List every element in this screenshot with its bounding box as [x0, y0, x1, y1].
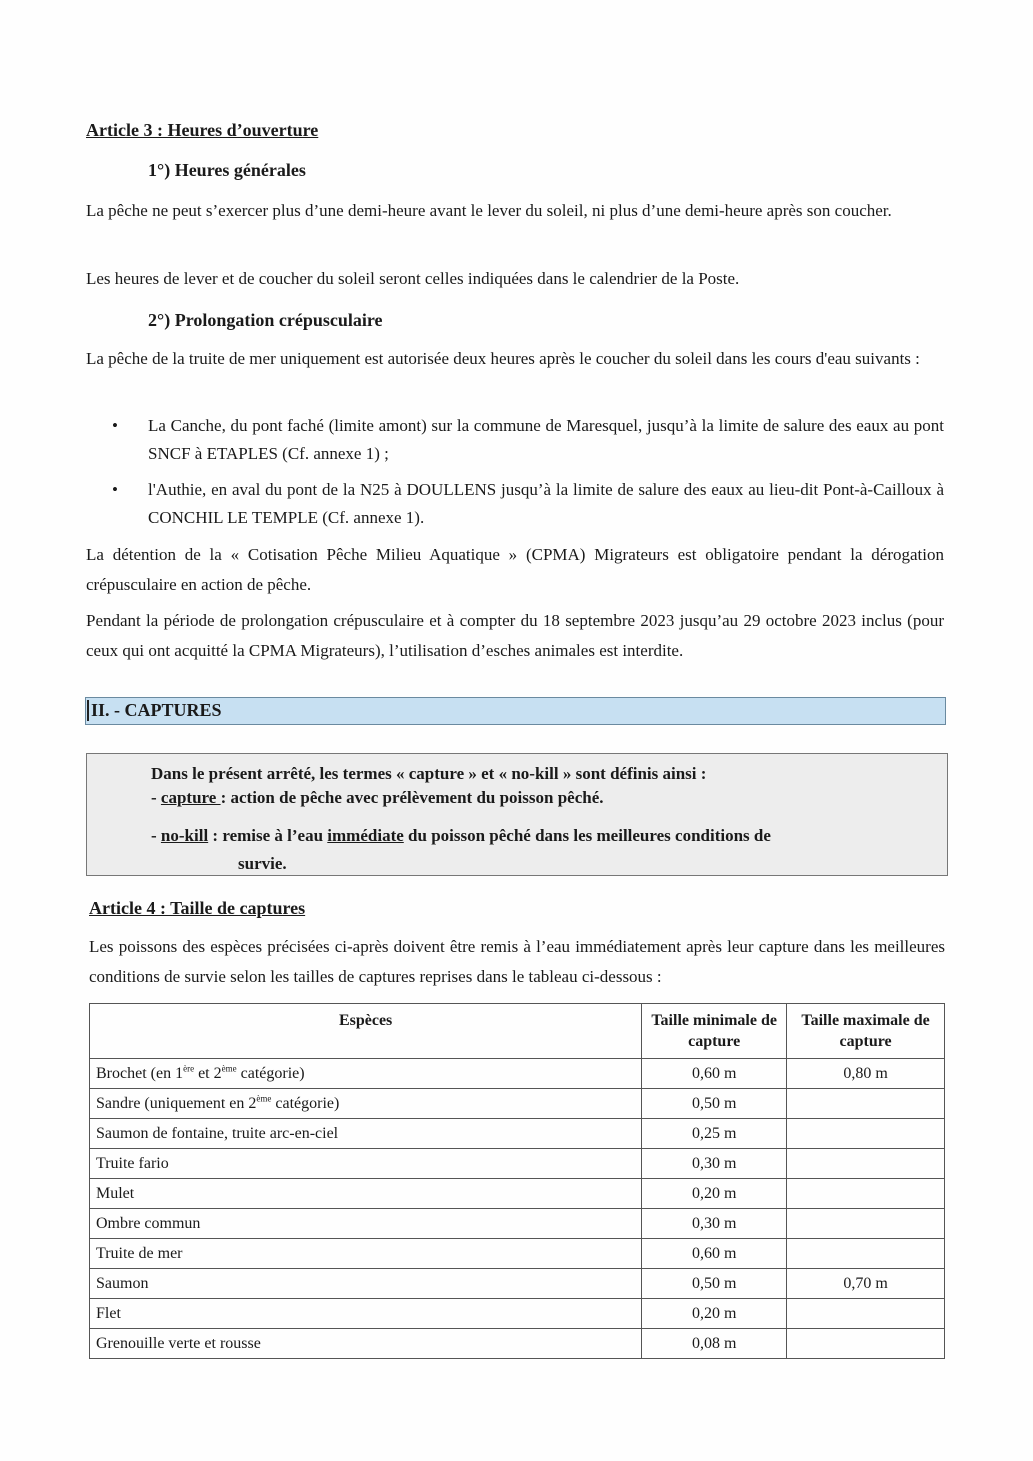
cell-species: Grenouille verte et rousse	[90, 1329, 642, 1359]
table-row	[90, 1179, 945, 1209]
cell-max-size: 0,80 m	[787, 1059, 945, 1089]
cell-min-size: 0,20 m	[642, 1179, 787, 1209]
table-row	[90, 1119, 945, 1149]
capture-term: capture	[160, 788, 221, 807]
s1-paragraph-2: Les heures de lever et de coucher du soleil seront celles indiquées dans le calendrier de la Poste.	[86, 269, 740, 288]
cell-min-size: 0,50 m	[642, 1089, 787, 1119]
period-paragraph: Pendant la période de prolongation crépusculaire et à compter du 18 septembre 2023 jusqu’au 29 octobre 2023 inclus (pour ceux qui ont acquitté la CPMA Migrateurs), l’utilisation d’esches animales est interdite.	[86, 611, 944, 660]
cell-max-size	[787, 1299, 945, 1329]
bullet-icon: •	[112, 416, 118, 435]
header-min-size: Taille minimale de capture	[642, 1004, 787, 1059]
cell-species: Truite fario	[90, 1149, 642, 1179]
cell-max-size	[787, 1179, 945, 1209]
cell-min-size: 0,60 m	[642, 1059, 787, 1089]
cell-min-size: 0,30 m	[642, 1149, 787, 1179]
s2-title: 2°) Prolongation crépusculaire	[148, 310, 383, 330]
table-row	[90, 1089, 945, 1119]
capture-size-table	[89, 1003, 945, 1359]
table-header-row	[90, 1004, 945, 1059]
table-row	[90, 1059, 945, 1089]
cell-species: Sandre (uniquement en 2ème catégorie)	[90, 1089, 642, 1119]
nokill-term: no-kill	[160, 826, 209, 845]
article4-paragraph: Les poissons des espèces précisées ci-après doivent être remis à l’eau immédiatement après leur capture dans les meilleures conditions de survie selon les tailles de captures reprises dans le tableau ci-dessous :	[89, 937, 945, 986]
section-title: II. - CAPTURES	[87, 700, 222, 721]
cell-species: Mulet	[90, 1179, 642, 1209]
s2-paragraph-1: La pêche de la truite de mer uniquement est autorisée deux heures après le coucher du soleil dans les cours d'eau suivants :	[86, 349, 920, 368]
bullet-text: La Canche, du pont faché (limite amont) sur la commune de Maresquel, jusqu’à la limite de salure des eaux au pont SNCF à ETAPLES (Cf. annexe 1) ;	[148, 416, 944, 463]
cell-max-size: 0,70 m	[787, 1269, 945, 1299]
definitions-box	[86, 753, 948, 876]
table-row	[90, 1269, 945, 1299]
cell-max-size	[787, 1119, 945, 1149]
table-row	[90, 1239, 945, 1269]
definitions-intro: Dans le présent arrêté, les termes « capture » et « no-kill » sont définis ainsi :	[151, 764, 707, 783]
cell-min-size: 0,30 m	[642, 1209, 787, 1239]
section-bar-captures	[85, 697, 946, 725]
definition-nokill-cont: survie.	[238, 854, 287, 873]
s1-paragraph-1: La pêche ne peut s’exercer plus d’une demi-heure avant le lever du soleil, ni plus d’une demi-heure après son coucher.	[86, 201, 892, 220]
cell-max-size	[787, 1239, 945, 1269]
definition-capture: - capture : action de pêche avec prélèvement du poisson pêché.	[151, 788, 604, 807]
cell-species: Brochet (en 1ère et 2ème catégorie)	[90, 1059, 642, 1089]
cpma-paragraph: La détention de la « Cotisation Pêche Milieu Aquatique » (CPMA) Migrateurs est obligatoire pendant la dérogation crépusculaire en action de pêche.	[86, 545, 944, 594]
cell-max-size	[787, 1149, 945, 1179]
table-row	[90, 1149, 945, 1179]
cell-min-size: 0,50 m	[642, 1269, 787, 1299]
cell-min-size: 0,08 m	[642, 1329, 787, 1359]
cell-species: Flet	[90, 1299, 642, 1329]
cell-species: Ombre commun	[90, 1209, 642, 1239]
header-max-size: Taille maximale de capture	[787, 1004, 945, 1059]
table-row	[90, 1299, 945, 1329]
cell-max-size	[787, 1089, 945, 1119]
cell-min-size: 0,60 m	[642, 1239, 787, 1269]
cell-species: Truite de mer	[90, 1239, 642, 1269]
table-row	[90, 1209, 945, 1239]
table-row	[90, 1329, 945, 1359]
bullet-text: l'Authie, en aval du pont de la N25 à DOULLENS jusqu’à la limite de salure des eaux au lieu-dit Pont-à-Cailloux à CONCHIL LE TEMPLE (Cf. annexe 1).	[148, 480, 944, 527]
definition-nokill: - no-kill : remise à l’eau immédiate du poisson pêché dans les meilleures conditions de	[151, 826, 771, 845]
s1-title: 1°) Heures générales	[148, 160, 306, 180]
cell-min-size: 0,20 m	[642, 1299, 787, 1329]
article3-title: Article 3 : Heures d’ouverture	[86, 120, 319, 140]
cell-max-size	[787, 1329, 945, 1359]
cell-species: Saumon de fontaine, truite arc-en-ciel	[90, 1119, 642, 1149]
cell-max-size	[787, 1209, 945, 1239]
header-species: Espèces	[90, 1004, 642, 1059]
cell-min-size: 0,25 m	[642, 1119, 787, 1149]
cell-species: Saumon	[90, 1269, 642, 1299]
article4-title: Article 4 : Taille de captures	[89, 898, 306, 918]
bullet-icon: •	[112, 480, 118, 499]
